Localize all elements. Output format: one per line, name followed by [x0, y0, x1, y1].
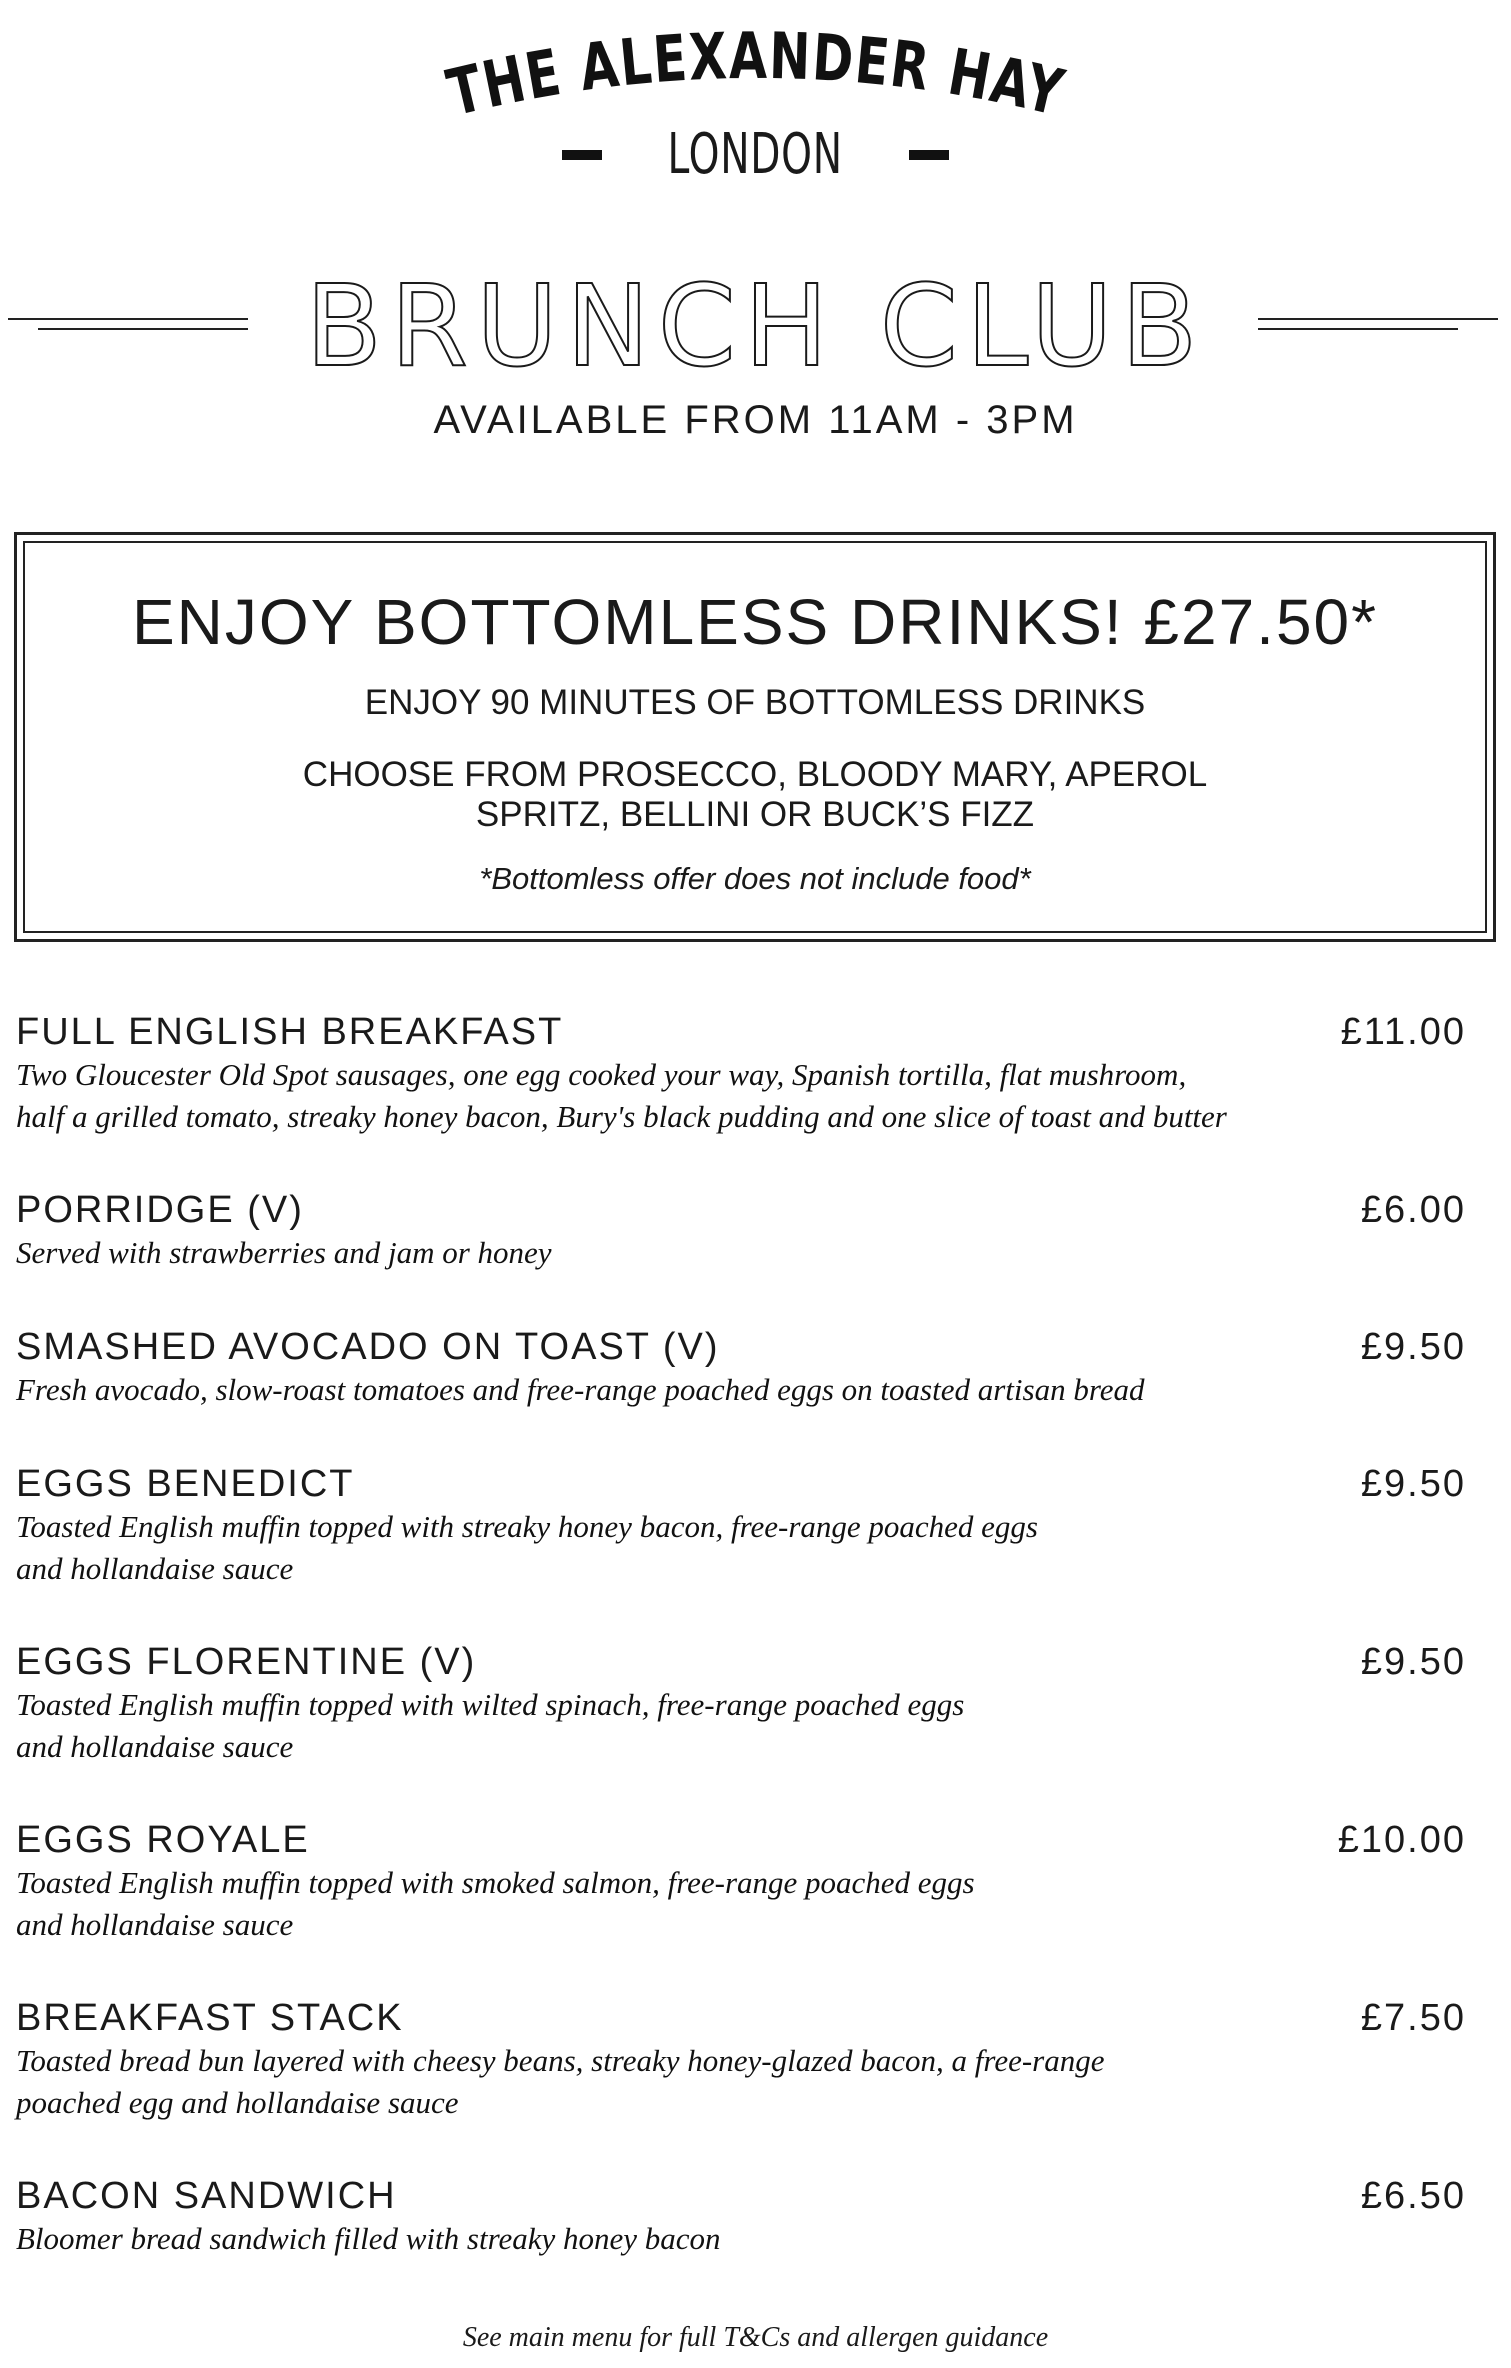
menu-item-description: and hollandaise sauce — [16, 1729, 294, 1764]
menu-item-price: £6.00 — [1360, 1189, 1466, 1231]
offer-heading: ENJOY BOTTOMLESS DRINKS! £27.50* — [131, 586, 1379, 658]
menu-item-description: poached egg and hollandaise sauce — [16, 2085, 459, 2120]
menu-item-description: Bloomer bread sandwich filled with streaky honey bacon — [16, 2221, 721, 2256]
menu-item — [16, 1188, 1466, 1274]
menu-item-name: BACON SANDWICH — [16, 2175, 397, 2217]
menu-item-description: Toasted bread bun layered with cheesy beans, streaky honey-glazed bacon, a free-range — [16, 2043, 1105, 2078]
menu-item-price: £11.00 — [1340, 1011, 1466, 1053]
menu-item-name: EGGS FLORENTINE (V) — [16, 1641, 477, 1683]
offer-inner-border — [23, 541, 1487, 933]
menu-item-description: Two Gloucester Old Spot sausages, one egg cooked your way, Spanish tortilla, flat mushroom, — [16, 1057, 1187, 1092]
menu-item-name: PORRIDGE (V) — [16, 1189, 304, 1231]
menu-item-price: £7.50 — [1360, 1997, 1466, 2039]
menu-item-name: EGGS BENEDICT — [16, 1463, 355, 1505]
title-row — [0, 262, 1511, 392]
offer-choice-line1: CHOOSE FROM PROSECCO, BLOODY MARY, APEROL — [302, 755, 1208, 794]
menu-item — [16, 1010, 1466, 1138]
menu-item — [16, 1996, 1466, 2124]
menu-item-name: SMASHED AVOCADO ON TOAST (V) — [16, 1326, 720, 1368]
logo-city-row — [0, 122, 1511, 187]
availability-subtitle: AVAILABLE FROM 11AM - 3PM — [433, 398, 1078, 442]
menu-item — [16, 2174, 1466, 2260]
menu-item-description: Toasted English muffin topped with smoked salmon, free-range poached eggs — [16, 1865, 975, 1900]
offer-choice-line2: SPRITZ, BELLINI OR BUCK’S FIZZ — [475, 795, 1035, 834]
logo-arched-name — [406, 18, 1106, 128]
menu-item-description: Toasted English muffin topped with streaky honey bacon, free-range poached eggs — [16, 1509, 1038, 1544]
bottomless-offer-box — [14, 532, 1496, 942]
logo-name-text: THE ALEXANDER HAY — [440, 19, 1082, 128]
offer-duration: ENJOY 90 MINUTES OF BOTTOMLESS DRINKS — [364, 683, 1146, 722]
menu-item — [16, 1640, 1466, 1768]
restaurant-logo — [0, 18, 1511, 187]
menu-item-price: £10.00 — [1337, 1819, 1466, 1861]
menu-item-price: £9.50 — [1360, 1641, 1466, 1683]
logo-dash-left — [562, 150, 602, 160]
footer-note: See main menu for full T&Cs and allergen guidance — [462, 2322, 1049, 2353]
menu-item-description: and hollandaise sauce — [16, 1551, 294, 1586]
logo-dash-right — [909, 150, 949, 160]
menu-item-description: half a grilled tomato, streaky honey bacon, Bury's black pudding and one slice of toast and butter — [16, 1099, 1227, 1134]
menu-item — [16, 1325, 1466, 1411]
menu-item — [16, 1462, 1466, 1590]
logo-city: LONDON — [667, 122, 844, 187]
svg-text:THE ALEXANDER HAY — [440, 19, 1082, 128]
menu-item-description: Fresh avocado, slow-roast tomatoes and free-range poached eggs on toasted artisan bread — [16, 1372, 1145, 1407]
menu-item-price: £9.50 — [1360, 1463, 1466, 1505]
page-title: BRUNCH CLUB — [305, 262, 1206, 392]
menu-item-description: Toasted English muffin topped with wilted spinach, free-range poached eggs — [16, 1687, 965, 1722]
menu-item-name: EGGS ROYALE — [16, 1819, 310, 1861]
menu-item-name: FULL ENGLISH BREAKFAST — [16, 1011, 564, 1053]
menu-item — [16, 1818, 1466, 1946]
menu-item-price: £9.50 — [1360, 1326, 1466, 1368]
menu-item-description: Served with strawberries and jam or honey — [16, 1235, 552, 1270]
offer-note: *Bottomless offer does not include food* — [479, 861, 1031, 896]
menu-item-description: and hollandaise sauce — [16, 1907, 294, 1942]
menu-item-name: BREAKFAST STACK — [16, 1997, 404, 2039]
menu-item-price: £6.50 — [1360, 2175, 1466, 2217]
